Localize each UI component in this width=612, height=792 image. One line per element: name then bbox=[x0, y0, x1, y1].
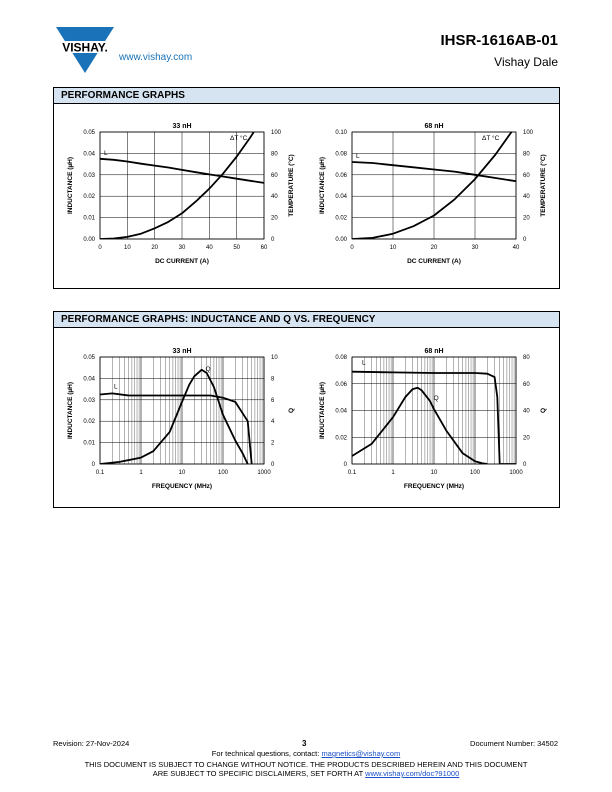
y2-tick-label: 8 bbox=[271, 376, 275, 383]
y2-tick-label: 20 bbox=[271, 215, 278, 222]
y2-tick-label: 6 bbox=[271, 397, 275, 404]
contact-line bbox=[0, 749, 612, 758]
y-tick-label: 0.03 bbox=[83, 397, 95, 404]
x-tick-label: 30 bbox=[178, 245, 186, 251]
x-tick-label: 60 bbox=[260, 245, 268, 251]
y-tick-label: 0.01 bbox=[83, 440, 95, 447]
y2-tick-label: 0 bbox=[271, 462, 275, 468]
y2-tick-label: 0 bbox=[523, 237, 527, 243]
y-tick-label: 0.00 bbox=[335, 237, 347, 243]
y2-tick-label: 80 bbox=[271, 151, 278, 158]
y-tick-label: 0.04 bbox=[335, 408, 347, 415]
x-tick-label: 40 bbox=[205, 245, 213, 251]
y2-tick-label: 2 bbox=[271, 440, 275, 447]
y2-tick-label: 80 bbox=[523, 355, 530, 361]
x-tick-label: 0.1 bbox=[347, 470, 357, 476]
brand-name: Vishay Dale bbox=[494, 55, 558, 69]
x-tick-label: 10 bbox=[123, 245, 131, 251]
series-label: L bbox=[104, 149, 108, 157]
x-tick-label: 1000 bbox=[257, 470, 271, 476]
y2-axis-label: TEMPERATURE (°C) bbox=[540, 154, 547, 217]
y-tick-label: 0.01 bbox=[83, 215, 95, 222]
x-tick-label: 40 bbox=[512, 245, 520, 251]
series-label: Q bbox=[205, 365, 211, 373]
y-tick-label: 0.02 bbox=[83, 194, 95, 201]
part-number: IHSR-1616AB-01 bbox=[440, 32, 558, 49]
panel-title: PERFORMANCE GRAPHS: INDUCTANCE AND Q VS. FREQUENCY bbox=[54, 312, 559, 328]
y2-tick-label: 40 bbox=[523, 408, 530, 415]
y2-tick-label: 60 bbox=[523, 172, 530, 179]
y2-tick-label: 80 bbox=[523, 151, 530, 158]
y-axis-label: INDUCTANCE (µH) bbox=[319, 381, 326, 440]
y2-tick-label: 0 bbox=[523, 462, 527, 468]
chart-title: 68 nH bbox=[424, 348, 444, 355]
y2-tick-label: 100 bbox=[523, 130, 534, 136]
contact-email-link[interactable]: magnetics@vishay.com bbox=[321, 749, 401, 758]
chart-33nh-frequency bbox=[60, 343, 300, 493]
series-line-q bbox=[100, 370, 248, 464]
chart-33nh-current bbox=[60, 118, 300, 273]
y-tick-label: 0.02 bbox=[335, 215, 347, 222]
revision-date: Revision: 27-Nov-2024 bbox=[53, 739, 130, 748]
y2-tick-label: 10 bbox=[271, 355, 278, 361]
disclaimer-link[interactable]: www.vishay.com/doc?91000 bbox=[365, 769, 460, 778]
y-tick-label: 0.03 bbox=[83, 172, 95, 179]
disclaimer-line-2: ARE SUBJECT TO SPECIFIC DISCLAIMERS, SET FORTH AT bbox=[152, 769, 366, 778]
chart-68nh-current bbox=[312, 118, 552, 273]
x-tick-label: 1000 bbox=[509, 470, 523, 476]
y-axis-label: INDUCTANCE (µH) bbox=[67, 156, 74, 215]
series-label: L bbox=[356, 152, 360, 160]
x-tick-label: 20 bbox=[430, 245, 438, 251]
x-tick-label: 100 bbox=[217, 470, 229, 476]
y2-axis-label: TEMPERATURE (°C) bbox=[288, 154, 295, 217]
y-tick-label: 0 bbox=[343, 462, 347, 468]
chart-68nh-frequency bbox=[312, 343, 552, 493]
y-axis-label: INDUCTANCE (µH) bbox=[319, 156, 326, 215]
x-axis-label: DC CURRENT (A) bbox=[407, 258, 461, 265]
y2-tick-label: 40 bbox=[271, 194, 278, 201]
y2-tick-label: 40 bbox=[523, 194, 530, 201]
y2-tick-label: 60 bbox=[271, 172, 278, 179]
y-tick-label: 0.10 bbox=[335, 130, 347, 136]
series-label: L bbox=[362, 359, 366, 367]
series-label: ΔT °C bbox=[230, 135, 248, 142]
disclaimer-line-1: THIS DOCUMENT IS SUBJECT TO CHANGE WITHOUT NOTICE. THE PRODUCTS DESCRIBED HEREIN AND THIS DOCUMENT bbox=[84, 760, 528, 769]
chart-title: 33 nH bbox=[172, 123, 192, 130]
y-tick-label: 0.00 bbox=[83, 237, 95, 243]
panel-title: PERFORMANCE GRAPHS bbox=[54, 88, 559, 104]
y2-tick-label: 0 bbox=[271, 237, 275, 243]
x-tick-label: 0.1 bbox=[95, 470, 105, 476]
y-tick-label: 0.08 bbox=[335, 151, 347, 158]
series-label: ΔT °C bbox=[482, 135, 500, 142]
y-tick-label: 0.02 bbox=[83, 419, 95, 426]
page-number: 3 bbox=[302, 739, 307, 748]
y-tick-label: 0.05 bbox=[83, 130, 95, 136]
x-tick-label: 0 bbox=[98, 245, 102, 251]
y-tick-label: 0.04 bbox=[335, 194, 347, 201]
series-label: L bbox=[114, 383, 118, 391]
y-tick-label: 0.05 bbox=[83, 355, 95, 361]
y2-axis-label: Q bbox=[288, 407, 295, 414]
y-tick-label: 0.06 bbox=[335, 381, 347, 388]
y-tick-label: 0.06 bbox=[335, 172, 347, 179]
y-tick-label: 0.08 bbox=[335, 355, 347, 361]
x-tick-label: 10 bbox=[430, 470, 438, 476]
contact-prefix: For technical questions, contact: bbox=[211, 749, 322, 758]
x-axis-label: FREQUENCY (MHz) bbox=[151, 483, 213, 490]
x-tick-label: 100 bbox=[469, 470, 481, 476]
y2-tick-label: 100 bbox=[271, 130, 282, 136]
chart-title: 68 nH bbox=[424, 123, 444, 130]
y-tick-label: 0 bbox=[91, 462, 95, 468]
series-label: Q bbox=[433, 394, 439, 402]
document-number: Document Number: 34502 bbox=[470, 739, 558, 748]
y2-tick-label: 20 bbox=[523, 435, 530, 442]
x-tick-label: 1 bbox=[391, 470, 395, 476]
x-axis-label: DC CURRENT (A) bbox=[155, 258, 209, 265]
y2-tick-label: 20 bbox=[523, 215, 530, 222]
y-tick-label: 0.02 bbox=[335, 435, 347, 442]
x-tick-label: 20 bbox=[151, 245, 159, 251]
y-tick-label: 0.04 bbox=[83, 151, 95, 158]
chart-title: 33 nH bbox=[172, 348, 192, 355]
y2-tick-label: 60 bbox=[523, 381, 530, 388]
x-tick-label: 1 bbox=[139, 470, 143, 476]
website-link[interactable]: www.vishay.com bbox=[119, 52, 193, 63]
x-tick-label: 0 bbox=[350, 245, 354, 251]
vishay-logo bbox=[52, 27, 118, 77]
disclaimer bbox=[70, 760, 542, 778]
x-axis-label: FREQUENCY (MHz) bbox=[403, 483, 465, 490]
x-tick-label: 50 bbox=[233, 245, 241, 251]
series-line-q bbox=[352, 388, 487, 464]
y2-tick-label: 4 bbox=[271, 419, 275, 426]
x-tick-label: 10 bbox=[178, 470, 186, 476]
y2-axis-label: Q bbox=[540, 407, 547, 414]
y-tick-label: 0.04 bbox=[83, 376, 95, 383]
logo-text: VISHAY. bbox=[62, 40, 108, 55]
x-tick-label: 10 bbox=[389, 245, 397, 251]
y-axis-label: INDUCTANCE (µH) bbox=[67, 381, 74, 440]
x-tick-label: 30 bbox=[471, 245, 479, 251]
